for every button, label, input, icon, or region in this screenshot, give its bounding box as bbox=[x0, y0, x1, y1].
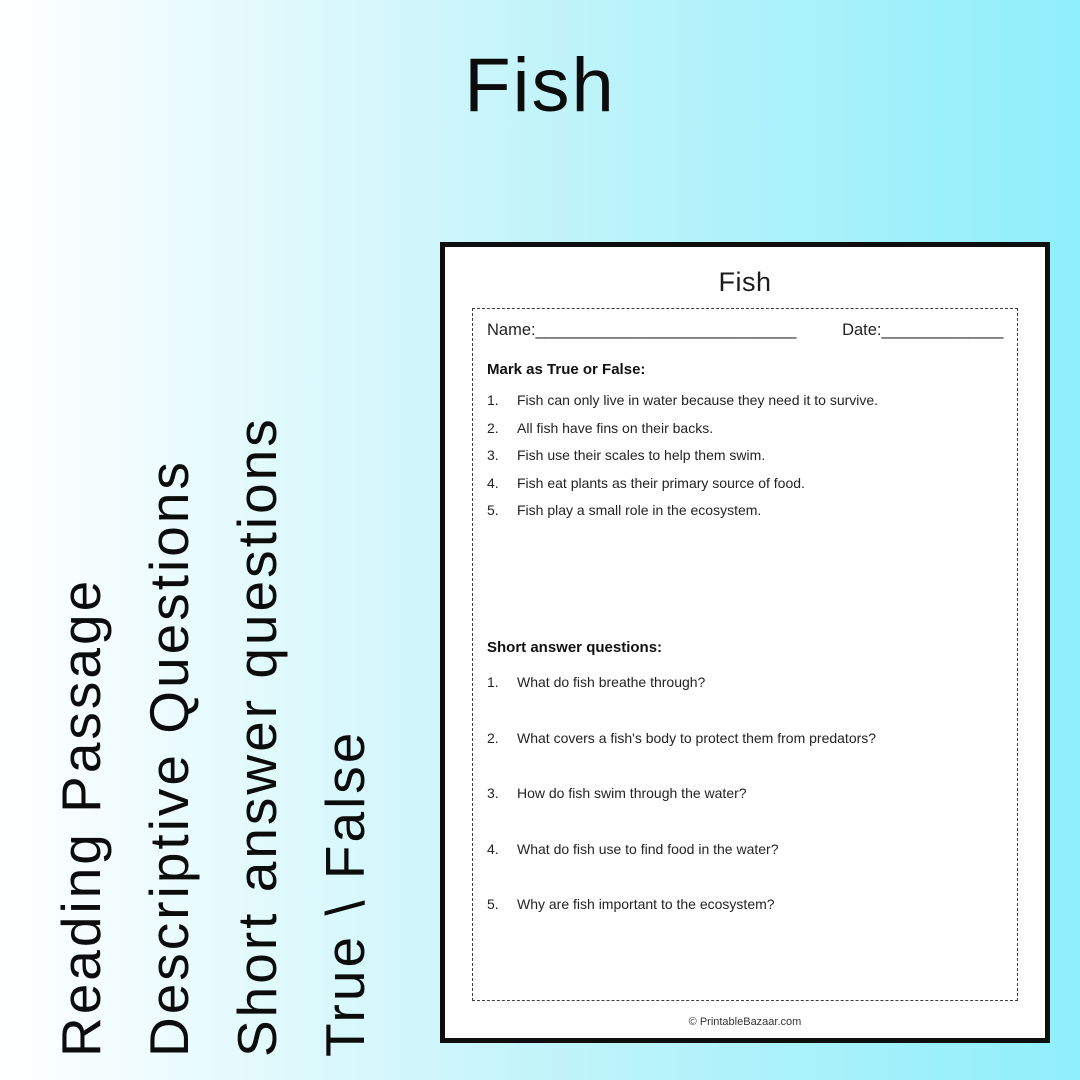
item-number: 5. bbox=[487, 502, 499, 518]
true-false-item bbox=[487, 503, 1003, 518]
item-number: 2. bbox=[487, 729, 499, 746]
name-label: Name: bbox=[487, 321, 536, 339]
true-false-heading: Mark as True or False: bbox=[487, 361, 646, 378]
item-number: 4. bbox=[487, 840, 499, 857]
true-false-item bbox=[487, 393, 1003, 408]
item-number: 3. bbox=[487, 447, 499, 463]
item-text: All fish have fins on their backs. bbox=[517, 419, 714, 436]
short-answer-item bbox=[487, 842, 1003, 857]
item-text: What do fish use to find food in the water? bbox=[517, 840, 779, 857]
item-text: Why are fish important to the ecosystem? bbox=[517, 896, 775, 912]
true-false-item bbox=[487, 421, 1003, 436]
main-title: Fish bbox=[464, 43, 616, 128]
item-number: 2. bbox=[487, 419, 499, 436]
short-answer-item bbox=[487, 897, 1003, 912]
item-text: What do fish breathe through? bbox=[517, 674, 706, 690]
date-group bbox=[842, 321, 1003, 340]
item-text: Fish eat plants as their primary source of food. bbox=[517, 474, 805, 491]
item-number: 4. bbox=[487, 474, 499, 491]
date-blank-line: ______________ bbox=[881, 321, 1003, 339]
item-number: 3. bbox=[487, 785, 499, 801]
item-number: 5. bbox=[487, 896, 499, 912]
short-answer-heading: Short answer questions: bbox=[487, 639, 663, 656]
date-label: Date: bbox=[842, 321, 882, 339]
worksheet-content-frame bbox=[472, 308, 1018, 1001]
side-label-short-answer-questions: Short answer questions bbox=[226, 416, 288, 1057]
item-number: 1. bbox=[487, 674, 499, 690]
worksheet-page bbox=[440, 242, 1050, 1043]
name-blank-line: ______________________________ bbox=[535, 321, 796, 339]
side-label-descriptive-questions: Descriptive Questions bbox=[138, 459, 200, 1057]
true-false-list bbox=[487, 393, 1003, 518]
short-answer-list bbox=[487, 675, 1003, 912]
side-label-true-false: True \ False bbox=[314, 729, 376, 1057]
true-false-item bbox=[487, 476, 1003, 491]
short-answer-item bbox=[487, 731, 1003, 746]
name-date-row bbox=[487, 321, 1003, 340]
item-text: What covers a fish's body to protect them from predators? bbox=[517, 729, 877, 746]
short-answer-item bbox=[487, 786, 1003, 801]
short-answer-item bbox=[487, 675, 1003, 690]
true-false-item bbox=[487, 448, 1003, 463]
item-number: 1. bbox=[487, 392, 499, 408]
item-text: Fish can only live in water because they need it to survive. bbox=[517, 392, 879, 408]
item-text: How do fish swim through the water? bbox=[517, 785, 747, 801]
item-text: Fish play a small role in the ecosystem. bbox=[517, 502, 762, 518]
worksheet-title: Fish bbox=[718, 267, 772, 297]
side-label-reading-passage: Reading Passage bbox=[50, 577, 112, 1057]
item-text: Fish use their scales to help them swim. bbox=[517, 447, 766, 463]
copyright-footer: © PrintableBazaar.com bbox=[688, 1016, 802, 1028]
